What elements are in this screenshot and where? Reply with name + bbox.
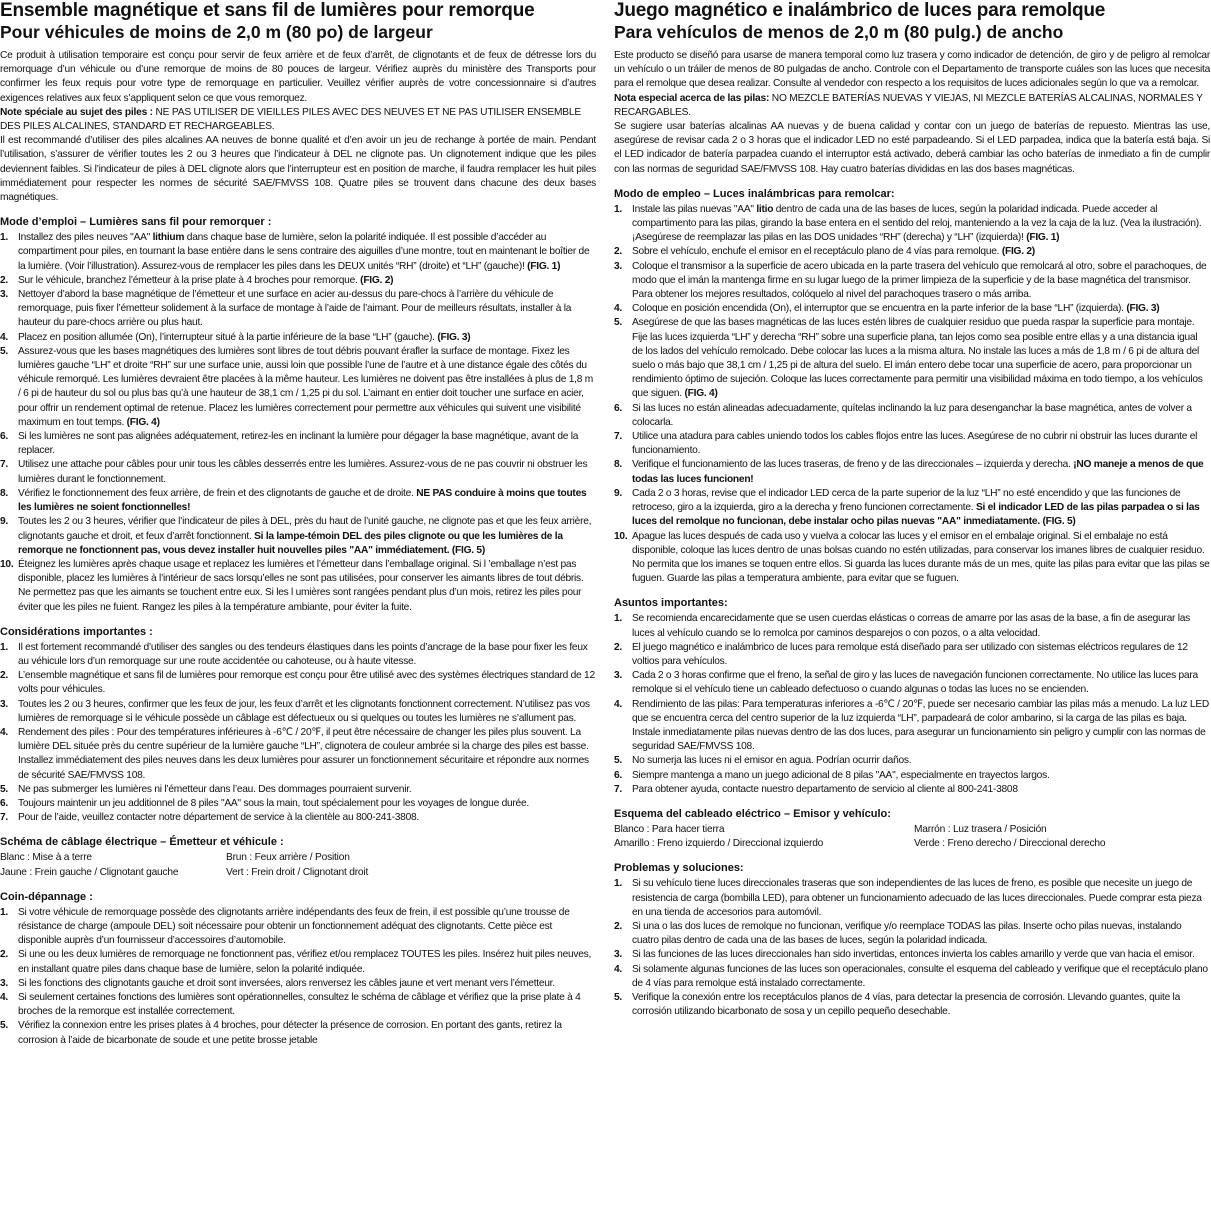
item-number: 2.: [614, 920, 622, 932]
spanish-mode-heading: Modo de empleo – Luces inalámbricas para remolcar:: [614, 187, 895, 200]
french-wiring-table: [0, 851, 596, 879]
item-number: 10.: [614, 530, 628, 542]
list-item: [614, 783, 1210, 797]
item-number: 5.: [614, 991, 622, 1003]
list-item: [0, 783, 596, 797]
item-text: El juego magnético e inalámbrico de luces para remolque está diseñado para ser utilizado con sistemas eléctricos regulares de 12 voltios para vehículos.: [632, 641, 1188, 667]
item-number: 4.: [0, 331, 8, 343]
list-item: [0, 797, 596, 811]
item-number: 1.: [0, 232, 8, 244]
french-title: Ensemble magnétique et sans fil de lumières pour remorque: [0, 0, 535, 21]
item-emphasis: NE PAS conduire à moins que toutes les lumières ne soient fonctionnelles!: [18, 487, 587, 514]
item-number: 6.: [0, 431, 8, 443]
item-emphasis: Si el indicador LED de las pilas parpadea o si las luces del remolque no funcionan, debe instalar ocho pilas nuevas "AA" inmediatamente. (FIG. 5): [632, 502, 1200, 528]
french-wiring-green: Vert : Frein droit / Clignotant droit: [226, 866, 369, 878]
list-item: [0, 231, 596, 274]
spanish-wiring-table: [614, 823, 1210, 851]
item-emphasis: (FIG. 3): [1126, 303, 1160, 315]
item-text: Vérifiez le fonctionnement des feux arrière, de frein et des clignotants de gauche et de droite.: [18, 487, 417, 499]
item-text: Si une ou les deux lumières de remorquage ne fonctionnent pas, vérifiez et/ou remplacez TOUTES les piles. Insérez huit piles neuves, en installant quatre piles dans chaque base de lumière, selon la polarité indiquée.: [18, 949, 592, 975]
list-item: [0, 948, 596, 976]
list-item: [614, 877, 1210, 920]
spanish-note-text: NO MEZCLE BATERÍAS NUEVAS Y VIEJAS, NI MEZCLE BATERÍAS ALCALINAS, NORMALES Y RECARGABLES.: [614, 92, 1203, 118]
french-troubleshooting-list: [0, 906, 596, 1048]
item-text: Installez des piles neuves "AA": [18, 232, 153, 244]
spanish-note-label: Nota especial acerca de las pilas:: [614, 92, 770, 104]
item-text: Siempre mantenga a mano un juego adicional de 8 pilas "AA", especialmente en trayectos largos.: [632, 769, 1050, 781]
list-item: [614, 530, 1210, 587]
item-number: 3.: [614, 670, 622, 682]
item-text: Instale las pilas nuevas "AA": [632, 203, 757, 215]
spanish-wiring-yellow: Amarillo : Freno izquierdo / Direccional izquierdo: [614, 838, 824, 850]
french-battery-paragraph: Il est recommandé d’utiliser des piles alcalines AA neuves de bonne qualité et d’en avoir un jeu de rechange à portée de main. Pendant l’utilisation, s’assurer de vérifier toutes les 2 ou 3 heures que l’indicateur à DEL ne clignote pas. Un clignotement indique que les piles deviennent faibles. Si l’indicateur de piles à DEL clignote alors que l’interrupteur est en position de marche, il faudra remplacer les huit piles immédiatement pour respecter les normes de sécurité SAE/FMVSS 108. Quatre piles se trouvent dans chacune des deux bases magnétiques.: [0, 135, 596, 204]
list-item: [0, 906, 596, 949]
item-text: Si las luces no están alineadas adecuadamente, quítelas inclinando la luz para desenganchar la base magnética, antes de volver a colocarla.: [632, 402, 1192, 428]
spanish-subtitle: Para vehículos de menos de 2,0 m (80 pulg.) de ancho: [614, 22, 1064, 42]
spanish-troubleshooting-list: [614, 877, 1210, 1019]
item-text: Si les fonctions des clignotants gauche et droit sont inversées, alors renversez les câbles jaune et vert menant vers l’émetteur.: [18, 977, 555, 989]
item-number: 2.: [614, 641, 622, 653]
item-text: Cada 2 o 3 horas, revise que el indicador LED cerca de la parte superior de la luz “LH” no esté encendido y que las funciones de retroceso, giro a la izquierda, giro a la derecha y freno funcionen correctamente.: [632, 487, 1181, 514]
item-number: 3.: [0, 289, 8, 301]
item-number: 5.: [0, 783, 8, 795]
item-text: Si les lumières ne sont pas alignées adéquatement, retirez-les en inclinant la lumière pour dégager la base magnétique, avant de la replacer.: [18, 431, 579, 457]
list-item: [614, 754, 1210, 768]
item-text: Nettoyer d’abord la base magnétique de l’émetteur et une surface en acier au-dessus du pare-chocs à l’arrière du véhicule de remorquage, puis fixer l’émetteur solidement à la surface de montage à l’aide de l’aimant. Pour de meilleurs résultats, installer à la hauteur du pare-chocs arrière ou plus haut.: [18, 289, 572, 329]
item-text: Coloque en posición encendida (On), el interruptor que se encuentra en la parte inferior de la base “LH” (izquierda).: [632, 303, 1127, 315]
item-text: Verifique el funcionamiento de las luces traseras, de freno y de las direccionales – izquierda y derecha.: [632, 459, 1074, 471]
item-text: Si seulement certaines fonctions des lumières sont opérationnelles, consultez le schéma de câblage et vérifiez que la prise plate à 4 broches de la remorque est installée correctement.: [18, 991, 581, 1018]
item-text: Si su vehículo tiene luces direccionales traseras que son independientes de las luces de freno, es posible que necesite un juego de resistencia de carga (bombilla LED), para obtener un funcionamiento adecuado de las luces direccionales. Puede comprar esta pieza en una tienda de accesorios para automóvil.: [632, 878, 1202, 918]
list-item: [0, 458, 596, 486]
item-number: 8.: [0, 487, 8, 499]
item-emphasis: litio: [756, 203, 774, 215]
spanish-mode-list: [614, 203, 1210, 586]
list-item: [0, 331, 596, 345]
item-text: Éteignez les lumières après chaque usage et replacez les lumières et l’émetteur dans l’emballage original. Si l ’emballage n’est pas disponible, placez les lumières à l’intérieur de sacs lorsqu’elles ne sont pas utilisées, pour conserver les aimants libres de tout débris. Ne permettez pas que les aimants se touchent entre eux. Si les l umières sont rangées pendant plus d’un mois, retirez les piles pour éviter que les piles ne fuient. Rangez les piles à la température ambiante, pour éviter la fuite.: [18, 558, 584, 613]
spanish-battery-note: [614, 92, 1210, 120]
item-number: 7.: [614, 783, 622, 795]
item-number: 7.: [614, 431, 622, 443]
list-item: [614, 203, 1210, 246]
item-number: 3.: [614, 949, 622, 961]
french-column: [0, 0, 596, 1225]
item-text: Assurez-vous que les bases magnétiques des lumières sont libres de tout débris pouvant érafler la surface de montage. Fixez les lumières gauche “LH” et droite “RH” sur une surface unie, aussi loin que possible l’une de l’autre et à une distance égale des côtés du véhicule remorqué. Les lumières devraient être placées à la même hauteur. Les lumières ne doivent pas être installées à plus de 1,8 m / 6 pi de hauteur du sol ou plus bas qu’à une hauteur de 38,1 cm / 1,25 pi du sol. L’aimant en entier doit toucher une surface en acier, pour offrir un rendement optimal de retenue. Placez les lumières correctement pour permettre aux véhicules qui suivent une visibilité maximum en tout temps.: [18, 345, 593, 428]
item-number: 5.: [614, 317, 622, 329]
list-item: [0, 558, 596, 615]
item-number: 1.: [0, 906, 8, 918]
list-item: [0, 991, 596, 1019]
list-item: [614, 302, 1210, 316]
item-number: 6.: [0, 797, 8, 809]
item-text: Se recomienda encarecidamente que se usen cuerdas elásticas o correas de amarre por las asas de la base, a fin de asegurar las luces al vehículo cuando se lo remolca por caminos desparejos o con pozos, o a alta velocidad.: [632, 613, 1191, 639]
list-item: [0, 430, 596, 458]
item-number: 7.: [0, 812, 8, 824]
item-emphasis: (FIG. 4): [684, 388, 718, 400]
list-item: [614, 669, 1210, 697]
item-number: 4.: [0, 726, 8, 738]
item-text: Si solamente algunas funciones de las luces son operacionales, consulte el esquema del cableado y verifique que el receptáculo plano de 4 vías para remolque está instalado correctamente.: [632, 963, 1208, 989]
item-text: Si una o las dos luces de remolque no funcionan, verifique y/o reemplace TODAS las pilas. Inserte ocho pilas nuevas, instalando cuatro pilas dentro de cada una de las bases de luces, según la polaridad indicada.: [632, 920, 1182, 947]
spanish-wiring-heading: Esquema del cableado eléctrico – Emisor y vehículo:: [614, 807, 891, 820]
spanish-wiring-brown: Marrón : Luz trasera / Posición: [914, 823, 1047, 835]
list-item: [0, 698, 596, 726]
list-item: [614, 641, 1210, 669]
item-number: 2.: [614, 246, 622, 258]
item-text: Verifique la conexión entre los receptáculos planos de 4 vías, para detectar la presencia de corrosión. Llevando guantes, quite la corrosión utilizando bicarbonato de sosa y un cepillo pequeño desechable.: [632, 991, 1180, 1018]
list-item: [0, 977, 596, 991]
french-mode-heading: Mode d’emploi – Lumières sans fil pour remorquer :: [0, 216, 272, 229]
french-wiring-heading: Schéma de câblage électrique – Émetteur et véhicule :: [0, 836, 284, 849]
list-item: [614, 991, 1210, 1019]
list-item: [614, 316, 1210, 401]
list-item: [614, 769, 1210, 783]
item-text: Para obtener ayuda, contacte nuestro departamento de servicio al cliente al 800-241-3808: [632, 783, 1018, 795]
item-text: Toutes les 2 ou 3 heures, vérifier que l’indicateur de piles à DEL, près du haut de l’unité gauche, ne clignote pas et que les feux arrière, clignotants gauche et droit, et feux d’arrêt fonctionnent.: [18, 516, 592, 542]
item-emphasis: (FIG. 2): [360, 274, 394, 286]
item-text: Coloque el transmisor a la superficie de acero ubicada en la parte trasera del vehículo que remolcará al otro, sobre el parachoques, de modo que el imán la mantenga firme en su lugar luego de la primer limpieza de la superficie y de la base magnética del transmisor. Para obtener los mejores resultados, colóquelo al nivel del parachoques trasero o más arriba.: [632, 260, 1207, 301]
french-note-text: NE PAS UTILISER DE VIEILLES PILES AVEC DES NEUVES ET NE PAS UTILISER ENSEMBLE DES PILES ALCALINES, STANDARD ET RECHARGEABLES.: [0, 106, 581, 133]
item-text: Rendement des piles : Pour des températures inférieures à -6℃ / 20℉, il peut être nécessaire de changer les piles plus souvent. La lumière DEL située près du centre supérieur de la lumière gauche “LH”, clignotera de couleur ambrée si la charge des piles est basse. Installez immédiatement des piles neuves dans les deux lumières pour assurer un fonctionnement sécuritaire et répondre aux normes de sécurité SAE/FMVSS 108.: [18, 726, 589, 781]
list-item: [614, 948, 1210, 962]
list-item: [0, 345, 596, 430]
item-number: 2.: [0, 274, 8, 286]
item-number: 2.: [0, 670, 8, 682]
item-text: Pour de l’aide, veuillez contacter notre département de service à la clientèle au 800-241-3808.: [18, 812, 419, 824]
list-item: [0, 669, 596, 697]
french-intro: Ce produit à utilisation temporaire est conçu pour servir de feux arrière et de feux d’arrêt, de clignotants et de feux de détresse lors du remorquage d’un véhicule ou d’une remorque de moins de 80 pouces de largeur. Vérifiez auprès du ministère des Transports pour confirmer les feux requis pour votre type de remorquage en particulier. Veuillez vérifier auprès de votre concessionnaire si d’autres exigences relatives aux feux s’appliquent selon ce que vous remorquez.: [0, 50, 596, 104]
item-emphasis: Si la lampe-témoin DEL des piles clignote ou que les lumières de la remorque ne fonctionnent pas, vous devez installer huit nouvelles piles "AA" immédiatement. (FIG. 5): [18, 530, 563, 556]
item-number: 3.: [0, 977, 8, 989]
french-mode-list: [0, 231, 596, 614]
item-number: 9.: [0, 516, 8, 528]
item-text: Sobre el vehículo, enchufe el emisor en el receptáculo plano de 4 vías para remolque.: [632, 246, 1002, 258]
item-number: 6.: [614, 769, 622, 781]
spanish-considerations-heading: Asuntos importantes:: [614, 597, 728, 610]
spanish-title: Juego magnético e inalámbrico de luces para remolque: [614, 0, 1106, 21]
item-emphasis: lithium: [152, 232, 185, 244]
item-emphasis: (FIG. 3): [437, 331, 471, 343]
item-number: 1.: [614, 613, 622, 625]
item-text: dans chaque base de lumière, selon la polarité indiquée. Il est possible d’accéder au compartiment pour piles, en tournant la base entière dans le sens contraire des aiguilles d’une montre, tout en maintenant le boîtier de la lumière. (Voir l’illustration). Assurez-vous de remplacer les piles dans les DEUX unités “RH” (droite) et “LH” (gauche)!: [18, 232, 590, 272]
item-number: 9.: [614, 487, 622, 499]
spanish-wiring-green: Verde : Freno derecho / Direccional derecho: [914, 838, 1106, 850]
item-text: Toujours maintenir un jeu additionnel de 8 piles "AA" sous la main, tout spécialement pour les voyages de longue durée.: [18, 797, 529, 809]
list-item: [0, 288, 596, 331]
french-note-label: Note spéciale au sujet des piles :: [0, 106, 153, 118]
item-text: Il est fortement recommandé d’utiliser des sangles ou des tendeurs élastiques dans les points d’ancrage de la base pour fixer les feux au véhicule lors d’un remorquage sur une route accidentée ou cahoteuse, ou à haute vitesse.: [18, 641, 588, 667]
spanish-intro: Este producto se diseñó para usarse de manera temporal como luz trasera y como indicador de detención, de giro y de peligro al remolcar un vehículo o un tráiler de menos de 80 pulgadas de ancho. Controle con el Departamento de transporte cuáles son las luces que necesita para el remolque que desea realizar. Consulte al vendedor con respecto a los requisitos de luces adicionales según lo que va a remolcar.: [614, 50, 1210, 90]
list-item: [614, 260, 1210, 303]
french-wiring-brown: Brun : Feux arrière / Position: [226, 852, 350, 864]
item-number: 8.: [614, 459, 622, 471]
french-battery-note: [0, 106, 596, 134]
spanish-column: [614, 0, 1210, 1225]
item-emphasis: (FIG. 2): [1001, 246, 1035, 258]
spanish-battery-paragraph: Se sugiere usar baterías alcalinas AA nuevas y de buena calidad y contar con un juego de baterías de repuesto. Mientras las use, asegúrese de revisar cada 2 o 3 horas que el indicador LED no esté parpadeando. Si el LED parpadea, indica que la batería está baja. Si el LED indicador de batería parpadea cuando el interruptor está activado, deberá cambiar las ocho baterías de inmediato a fin de cumplir con las normas de seguridad SAE/FMVSS 108. Hay cuatro baterías divididas en las dos bases magnéticas.: [614, 121, 1210, 175]
french-considerations-list: [0, 641, 596, 826]
list-item: [0, 515, 596, 558]
item-number: 4.: [614, 698, 622, 710]
list-item: [614, 487, 1210, 530]
item-text: Ne pas submerger les lumières ni l’émetteur dans l’eau. Des dommages pourraient survenir.: [18, 783, 412, 795]
item-emphasis: (FIG. 1): [1026, 232, 1060, 244]
item-number: 3.: [0, 698, 8, 710]
french-troubleshooting-heading: Coin-dépannage :: [0, 890, 93, 903]
list-item: [614, 963, 1210, 991]
item-number: 1.: [614, 203, 622, 215]
item-emphasis: ¡NO maneje a menos de que todas las luces funcionen!: [632, 459, 1204, 485]
list-item: [0, 487, 596, 515]
item-emphasis: (FIG. 1): [527, 260, 561, 272]
item-text: Asegúrese de que las bases magnéticas de las luces estén libres de cualquier residuo que pueda raspar la superficie para montaje. Fije las luces izquierda “LH” y derecha “RH” sobre una superficie plana, tan lejos como sea posible entre ellas y a una distancia igual de los lados del vehículo remolcado. Debe colocar las luces a la misma altura. No instale las luces a más de 1,8 m / 6 pi de altura del suelo o más bajo que 38,1 cm / 1,25 pi de altura del suelo. El imán entero debe tocar una superficie de acero, para proporcionar un rendimiento óptimo de sujeción. Coloque las luces correctamente para permitir una visibilidad máxima en todo tiempo, a los vehículos que siguen.: [632, 317, 1203, 400]
item-number: 6.: [614, 402, 622, 414]
list-item: [614, 430, 1210, 458]
list-item: [0, 274, 596, 288]
item-text: L’ensemble magnétique et sans fil de lumières pour remorque est conçu pour être utilisé avec des systèmes électriques standard de 12 volts pour véhicules.: [18, 670, 595, 696]
list-item: [0, 641, 596, 669]
item-text: Toutes les 2 ou 3 heures, confirmer que les feux de jour, les feux d’arrêt et les clignotants fonctionnent correctement. N’utilisez pas vos lumières de remorquage si le véhicule possède un câblage est défectueux ou si quelques ou toutes les lumières ne s’allument pas.: [18, 698, 590, 724]
french-wiring-yellow: Jaune : Frein gauche / Clignotant gauche: [0, 866, 179, 878]
item-text: No sumerja las luces ni el emisor en agua. Podrían ocurrir daños.: [632, 755, 912, 767]
item-number: 1.: [0, 641, 8, 653]
list-item: [614, 245, 1210, 259]
list-item: [614, 612, 1210, 640]
item-text: Si las funciones de las luces direccionales han sido invertidas, entonces invierta los cables amarillo y verde que van hacia el emisor.: [632, 949, 1195, 961]
item-number: 4.: [614, 303, 622, 315]
item-text: Apague las luces después de cada uso y vuelva a colocar las luces y el emisor en el embalaje original. Si el embalaje no está disponible, coloque las luces dentro de unas bolsas cuando no estén utilizadas, para conservar los imanes libres de cualquier residuo. No permita que los imanes se toquen entre ellos. Si guarda las luces durante más de un mes, quite las pilas para evitar que las pilas se fuguen. Guarde las pilas a temperatura ambiente, para evitar que se fuguen.: [632, 530, 1210, 585]
french-wiring-white: Blanc : Mise à a terre: [0, 852, 92, 864]
spanish-troubleshooting-heading: Problemas y soluciones:: [614, 862, 744, 875]
item-text: Vérifiez la connexion entre les prises plates à 4 broches, pour détecter la présence de corrosion. En portant des gants, retirez la corrosion à l’aide de bicarbonate de soude et une petite brosse jetable: [18, 1020, 562, 1046]
item-number: 4.: [0, 991, 8, 1003]
item-text: Sur le véhicule, branchez l’émetteur à la prise plate à 4 broches pour remorque.: [18, 274, 361, 286]
item-text: Placez en position allumée (On), l’interrupteur situé à la partie inférieure de la base “LH” (gauche).: [18, 331, 438, 343]
item-text: Cada 2 o 3 horas confirme que el freno, la señal de giro y las luces de navegación funcionen correctamente. No utilice las luces para remolque si el vehículo tiene un cableado defectuoso o cuando algunas o todas las luces no se encienden.: [632, 670, 1198, 696]
french-considerations-heading: Considérations importantes :: [0, 625, 153, 638]
spanish-wiring-white: Blanco : Para hacer tierra: [614, 823, 725, 835]
item-text: Utilice una atadura para cables uniendo todos los cables flojos entre las luces. Asegúrese de no cubrir ni obstruir las luces durante el funcionamiento.: [632, 431, 1198, 457]
item-text: Rendimiento de las pilas: Para temperaturas inferiores a -6℃ / 20℉, puede ser necesario cambiar las pilas más a menudo. La luz LED que se encuentra cerca del centro superior de la luz izquierda “LH”, parpadeará de color ambarino, si la carga de las pilas es baja. Instale inmediatamente pilas nuevas dentro de las dos luces, para asegurar un funcionamiento sin peligro y cumplir con las normas de seguridad SAE/FMVSS 108.: [632, 698, 1209, 753]
item-number: 2.: [0, 949, 8, 961]
item-number: 7.: [0, 459, 8, 471]
item-text: Si votre véhicule de remorquage possède des clignotants arrière indépendants des feux de frein, il est possible qu’une trousse de résistance de charge (ampoule DEL) soit nécessaire pour obtenir un fonctionnement adéquat des clignotants. Cette pièce est disponible auprès d’un fournisseur d’accessoires d’automobile.: [18, 906, 570, 947]
list-item: [614, 920, 1210, 948]
list-item: [614, 458, 1210, 486]
item-number: 5.: [614, 755, 622, 767]
list-item: [614, 402, 1210, 430]
list-item: [0, 811, 596, 825]
item-number: 1.: [614, 878, 622, 890]
list-item: [0, 726, 596, 783]
item-number: 3.: [614, 260, 622, 272]
item-emphasis: (FIG. 4): [126, 416, 160, 428]
spanish-considerations-list: [614, 612, 1210, 797]
item-number: 4.: [614, 963, 622, 975]
item-number: 10.: [0, 558, 14, 570]
item-text: dentro de cada una de las bases de luces, según la polaridad indicada. Puede acceder al compartimento para las pilas, girando la base entera en el sentido del reloj, manteniendo a la vez la caja de la luz. (Vea la ilustración). ¡Asegúrese de reemplazar las pilas en las DOS unidades “RH” (derecha) y “LH” (izquierda)!: [632, 203, 1202, 244]
list-item: [0, 1019, 596, 1047]
list-item: [614, 698, 1210, 755]
french-subtitle: Pour véhicules de moins de 2,0 m (80 po) de largeur: [0, 22, 433, 42]
item-text: Utilisez une attache pour câbles pour unir tous les câbles desserrés entre les lumières. Assurez-vous de ne pas couvrir ni obstruer les lumières durant le fonctionnement.: [18, 459, 588, 485]
item-number: 5.: [0, 345, 8, 357]
item-number: 5.: [0, 1020, 8, 1032]
